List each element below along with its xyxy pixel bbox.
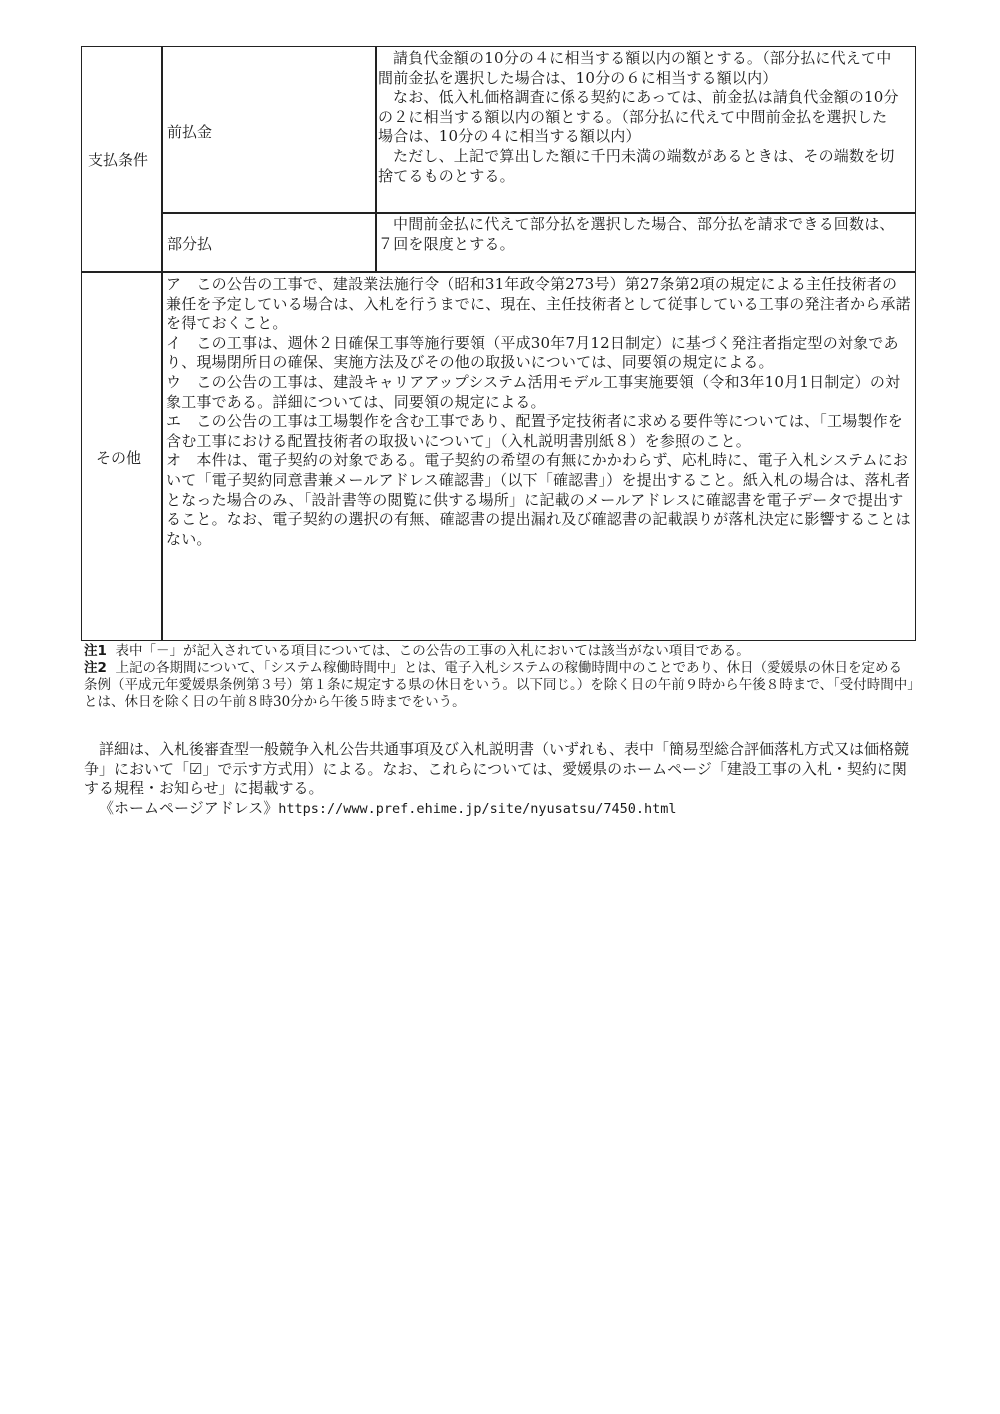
other-item: ア この公告の工事で、建設業法施行令（昭和31年政令第273号）第27条第2項の規定による主任技術者の兼任を予定している場合は、入札を行うまでに、現在、主任技術者として従事している工事の発注者から承諾を得ておくこと。 — [166, 275, 911, 333]
advance-payment-line: ただし、上記で算出した額に千円未満の端数があるときは、その端数を切捨てるものとする。 — [378, 146, 895, 185]
other-text — [166, 275, 912, 549]
homepage-label: 《ホームページアドレス》 — [99, 798, 279, 817]
advance-payment-label: 前払金 — [167, 123, 213, 141]
table-divider — [375, 47, 377, 271]
advance-payment-text — [378, 49, 900, 186]
homepage-line — [84, 799, 914, 820]
note-2-label: 注2 — [84, 660, 107, 676]
other-item: エ この公告の工事は工場製作を含む工事であり、配置予定技術者に求める要件等については、「工場製作を含む工事における配置技術者の取扱いについて」（入札説明書別紙８）を参照のこと。 — [166, 412, 904, 450]
table-divider — [161, 47, 163, 640]
note-1 — [84, 643, 914, 660]
note-2-text: 上記の各期間について、「システム稼働時間中」とは、電子入札システムの稼働時間中のことであり、休日（愛媛県の休日を定める条例（平成元年愛媛県条例第３号）第１条に規定する県の休日をいう。以下同じ。）を除く日の午前９時から午後８時まで、「受付時間中」とは、休日を除く日の午前８時30分から午後５時までをいう。 — [84, 660, 914, 710]
advance-payment-line: 請負代金額の10分の４に相当する額以内の額とする。（部分払に代えて中間前金払を選択した場合は、10分の６に相当する額以内） — [378, 49, 892, 87]
payment-conditions-label: 支払条件 — [88, 151, 149, 169]
partial-payment-label: 部分払 — [167, 235, 213, 253]
detail-paragraph: 詳細は、入札後審査型一般競争入札公告共通事項及び入札説明書（いずれも、表中「簡易型総合評価落札方式又は価格競争」において「☑」で示す方式用）による。なお、これらについては、愛媛県のホームページ「建設工事の入札・契約に関する規程・お知らせ」に掲載する。 — [84, 740, 910, 798]
note-1-text: 表中「－」が記入されている項目については、この公告の工事の入札においては該当がない項目である。 — [115, 643, 750, 659]
note-2 — [84, 660, 914, 711]
other-item: イ この工事は、週休２日確保工事等施行要領（平成30年7月12日制定）に基づく発注者指定型の対象であり、現場閉所日の確保、実施方法及びその他の取扱いについては、同要領の規定による。 — [166, 333, 899, 372]
other-item: ウ この公告の工事は、建設キャリアアップシステム活用モデル工事実施要領（令和3年10月1日制定）の対象工事である。詳細については、同要領の規定による。 — [166, 372, 901, 411]
advance-payment-line: なお、低入札価格調査に係る契約にあっては、前金払は請負代金額の10分の２に相当する額以内の額とする。（部分払に代えて中間前金払を選択した場合は、10分の４に相当する額以内） — [378, 88, 899, 146]
detail-section — [84, 740, 914, 819]
notes — [84, 643, 914, 711]
table-divider — [82, 271, 915, 273]
note-1-label: 注1 — [84, 643, 107, 659]
other-label: その他 — [96, 449, 142, 467]
partial-payment-line: 中間前金払に代えて部分払を選択した場合、部分払を請求できる回数は、７回を限度とする。 — [378, 215, 895, 253]
table-divider — [162, 212, 915, 214]
partial-payment-text — [378, 215, 900, 254]
conditions-table — [81, 46, 916, 641]
other-item: オ 本件は、電子契約の対象である。電子契約の希望の有無にかかわらず、応札時に、電子入札システムにおいて「電子契約同意書兼メールアドレス確認書」（以下「確認書」）を提出すること。紙入札の場合は、落札者となった場合のみ、「設計書等の閲覧に供する場所」に記載のメールアドレスに確認書を電子データで提出すること。なお、電子契約の選択の有無、確認書の提出漏れ及び確認書の記載誤りが落札決定に影響することはない。 — [166, 451, 911, 548]
homepage-url[interactable]: https://www.pref.ehime.jp/site/nyusatsu/7450.html — [278, 800, 677, 817]
